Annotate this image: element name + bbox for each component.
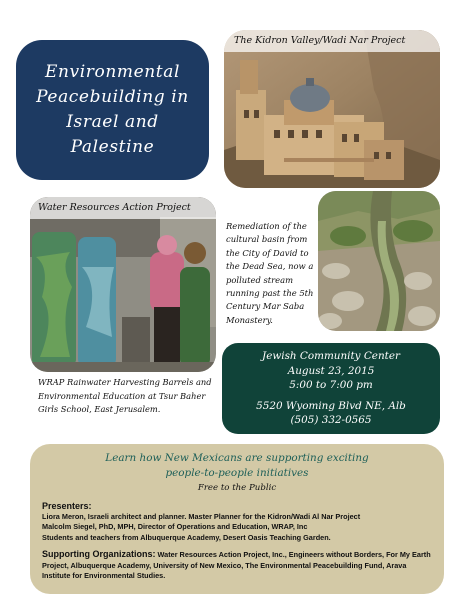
title-line: Environmental (44, 62, 181, 82)
rainwater-barrels-image (30, 197, 216, 372)
info-box (30, 444, 444, 594)
event-info-box (222, 343, 440, 434)
remediation-text: Remediation of the cultural basin from the City of David to the Dead Sea, now a polluted stream running past the 5th Century Mar Saba Monastery. (226, 221, 314, 325)
learn-line: Learn how New Mexicans are supporting exciting (105, 452, 369, 464)
event-time: 5:00 to 7:00 pm (289, 379, 373, 391)
title-line: Palestine (70, 137, 155, 157)
wrap-caption: WRAP Rainwater Harvesting Barrels and Environmental Education at Tsur Baher Girls School, East Jerusalem. (38, 377, 212, 414)
event-venue: Jewish Community Center (262, 350, 400, 362)
orgs-list: Water Resources Action Project, Inc., Engineers without Borders, For My Earth Project, Albuquerque Academy, University of New Mexico, The Environmental Peacebuilding Fund, Arava Institute for Environmental Studies. (42, 550, 431, 581)
water-resources-photo (30, 197, 216, 372)
event-phone: (505) 332-0565 (290, 414, 372, 426)
event-address: 5520 Wyoming Blvd NE, Alb (256, 399, 406, 412)
kidron-photo-caption: The Kidron Valley/Wadi Nar Project (224, 30, 440, 52)
title-line: Israel and (66, 112, 159, 132)
stream-photo (318, 191, 440, 331)
free-to-public: Free to the Public (197, 483, 277, 493)
polluted-stream-image (318, 191, 440, 331)
orgs-heading: Supporting Organizations: (42, 549, 156, 560)
kidron-valley-photo (224, 30, 440, 188)
presenter-item: Students and teachers from Albuquerque Academy, Desert Oasis Teaching Garden. (42, 532, 331, 542)
event-date: August 23, 2015 (287, 364, 375, 377)
presenter-item: Liora Meron, Israeli architect and planner. Master Planner for the Kidron/Wadi Al Nar Project (42, 512, 361, 521)
water-photo-caption: Water Resources Action Project (30, 197, 216, 219)
title-line: Peacebuilding in (36, 87, 189, 107)
supporting-organizations (42, 549, 432, 581)
presenters-heading: Presenters: (42, 501, 92, 511)
monastery-image (224, 30, 440, 188)
title-box (16, 40, 209, 180)
presenter-item: Malcolm Siegel, PhD, MPH, Director of Operations and Education, WRAP, Inc (42, 522, 308, 532)
learn-line: people-to-people initiatives (165, 467, 309, 479)
